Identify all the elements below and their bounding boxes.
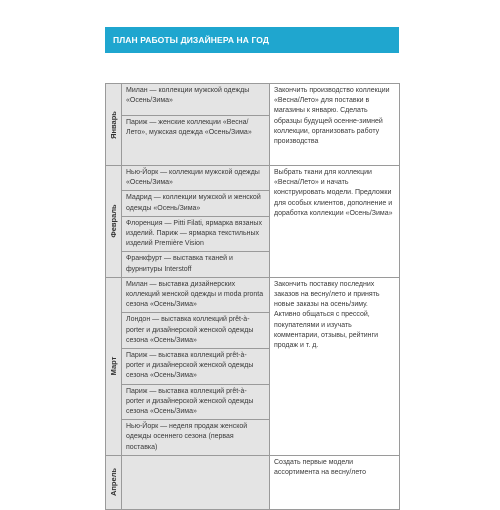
table-row bbox=[106, 455, 400, 509]
event-cell: Париж — выставка коллекций prêt-à-porter и дизайнерской женской одежды сезона «Осень/Зима» bbox=[122, 384, 270, 420]
month-label: Апрель bbox=[108, 468, 118, 497]
event-cell: Париж — выставка коллекций prêt-à-porter и дизайнерской женской одежды сезона «Осень/Зима» bbox=[122, 349, 270, 385]
event-cell bbox=[122, 455, 270, 509]
month-label: Март bbox=[108, 357, 118, 376]
month-cell-march bbox=[106, 277, 122, 455]
page-title: ПЛАН РАБОТЫ ДИЗАЙНЕРА НА ГОД bbox=[105, 27, 399, 53]
event-cell: Флоренция — Pitti Filati, ярмарка вязаных изделий. Париж — ярмарка текстильных изделий Première Vision bbox=[122, 216, 270, 252]
month-cell-february bbox=[106, 166, 122, 278]
month-cell-april bbox=[106, 455, 122, 509]
task-cell: Создать первые модели ассортимента на весну/лето bbox=[270, 455, 400, 509]
month-label: Январь bbox=[108, 110, 118, 139]
table-row bbox=[106, 166, 400, 191]
event-cell: Париж — женские коллекции «Весна/Лето», мужская одежда «Осень/Зима» bbox=[122, 116, 270, 166]
month-label: Февраль bbox=[108, 204, 118, 239]
task-cell: Закончить производство коллекции «Весна/Лето» для поставки в магазины к январю. Сделать образцы будущей осенне-зимней коллекции, организовать работу производства bbox=[270, 84, 400, 166]
table-row bbox=[106, 84, 400, 116]
plan-table bbox=[105, 83, 400, 510]
event-cell: Нью-Йорк — неделя продаж женской одежды осеннего сезона (первая поставка) bbox=[122, 420, 270, 456]
event-cell: Милан — выставка дизайнерских коллекций женской одежды и moda pronta сезона «Осень/Зима» bbox=[122, 277, 270, 313]
task-cell: Закончить поставку последних заказов на весну/лето и принять новые заказы на осень/зиму. Активно общаться с прессой, покупателями и изучать комментарии, отзывы, рейтинги продаж и т. д. bbox=[270, 277, 400, 455]
event-cell: Нью-Йорк — коллекции мужской одежды «Осень/Зима» bbox=[122, 166, 270, 191]
task-cell: Выбрать ткани для коллекции «Весна/Лето» и начать конструировать модели. Предложки для особых клиентов, дополнение и доработка коллекции «Осень/Зима» bbox=[270, 166, 400, 278]
event-cell: Лондон — выставка коллекций prêt-à-porter и дизайнерской женской одежды сезона «Осень/Зима» bbox=[122, 313, 270, 349]
table-row bbox=[106, 277, 400, 313]
event-cell: Франкфурт — выставка тканей и фурнитуры Interstoff bbox=[122, 252, 270, 277]
month-cell-january bbox=[106, 84, 122, 166]
event-cell: Мадрид — коллекции мужской и женской одежды «Осень/Зима» bbox=[122, 191, 270, 216]
event-cell: Милан — коллекции мужской одежды «Осень/Зима» bbox=[122, 84, 270, 116]
page bbox=[105, 27, 399, 510]
